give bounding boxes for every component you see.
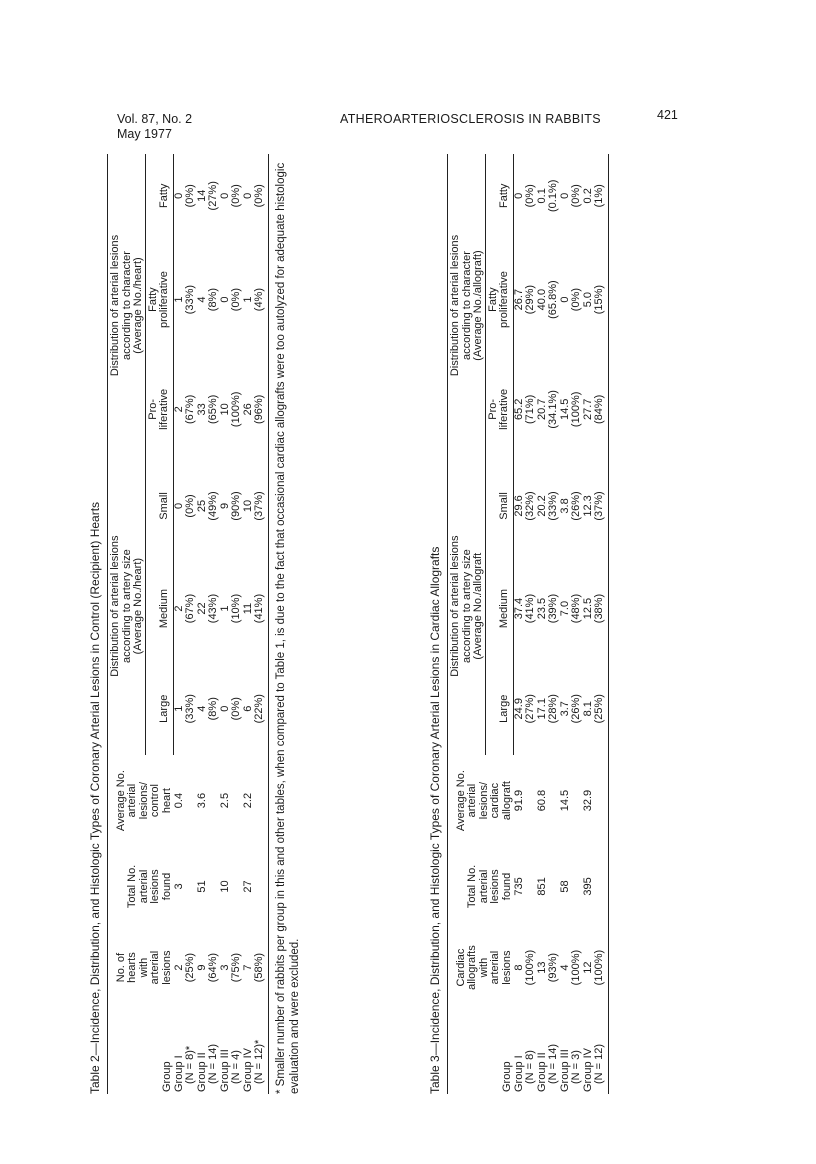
table-cell: Group III — [558, 1049, 571, 1092]
table-cell: Group II — [535, 1052, 548, 1092]
table-cell: (39%) — [547, 593, 559, 624]
table-cell: 2 — [172, 605, 185, 612]
table-2-caption: Table 2—Incidence, Distribution, and Histologic Types of Coronary Arterial Lesions in Control (Recipient) Hearts — [88, 501, 102, 1094]
table-cell: 851 — [535, 877, 548, 896]
table-cell: 3 — [218, 964, 231, 971]
table-cell: (N = 8) — [524, 1050, 536, 1084]
table-cell: 58 — [558, 880, 571, 893]
table-3-body — [513, 154, 608, 1094]
table-cell: 3 — [172, 883, 185, 890]
table-cell: 32.9 — [581, 789, 594, 812]
sub-header-fatty-proliferative: Fatty proliferative — [145, 238, 173, 362]
table-cell: (33%) — [184, 694, 196, 724]
table-cell: (4%) — [254, 238, 268, 362]
table-cell: (28%) — [547, 694, 559, 724]
table-cell: 10 — [241, 499, 254, 513]
table-cell: 24.9 — [512, 698, 525, 720]
table-cell: (N = 3) — [570, 1050, 582, 1084]
landscape-content — [88, 150, 708, 1102]
table-cell: (25%) — [184, 952, 196, 983]
table-cell: 13 — [535, 961, 548, 974]
table-cell: 0 — [558, 192, 571, 199]
table-cell: 0.2 — [581, 188, 594, 204]
table-2 — [107, 154, 269, 1094]
table-cell: 0 — [241, 192, 254, 199]
table-cell: (26%) — [570, 694, 582, 724]
span-header-character: Distribution of arterial lesions according to character (Average No./allograft) — [450, 154, 485, 457]
table-cell: 8.1 — [581, 701, 594, 717]
table-cell: 5.0 — [581, 291, 594, 308]
table-cell: (N = 14) — [207, 1043, 219, 1084]
table-cell — [254, 755, 268, 846]
table-cell: (65%) — [207, 394, 219, 425]
table-cell: 7 — [241, 964, 254, 971]
running-title: ATHEROARTERIOSCLEROSIS IN RABBITS — [340, 112, 601, 126]
table-cell: (37%) — [254, 457, 268, 555]
col-header-total-lesions: Total No. arterial lesions found — [126, 864, 173, 909]
table-cell: (N = 8)* — [184, 1045, 196, 1084]
table-cell: 91.9 — [512, 789, 525, 812]
rotated-page-content — [88, 150, 708, 1102]
table-cell: 3.8 — [558, 498, 571, 514]
table-cell: (41%) — [524, 593, 536, 624]
table-cell: 12 — [581, 961, 594, 974]
table-cell — [185, 846, 197, 927]
table-cell: 3.6 — [195, 792, 208, 809]
table-cell: (22%) — [254, 662, 268, 755]
table-cell: (N = 4) — [230, 1050, 242, 1084]
table-3-block — [428, 154, 609, 1094]
table-cell: 2.2 — [241, 792, 254, 809]
table-cell: 0 — [172, 502, 185, 510]
table-cell: (41%) — [254, 555, 268, 662]
table-cell: (64%) — [207, 952, 219, 983]
table-cell: 11 — [241, 602, 254, 615]
table-cell: 2.5 — [218, 792, 231, 809]
table-cell: Group I — [512, 1055, 525, 1092]
sub-header-fatty: Fatty — [145, 154, 173, 238]
table-cell: (26%) — [570, 491, 582, 521]
table-cell: 26.7 — [512, 288, 525, 311]
col-header-average-lesions: Average No. arterial lesions/ cardiac allograft — [454, 770, 513, 832]
sub-header-large: Large — [485, 662, 513, 755]
table-cell: (67%) — [184, 394, 196, 425]
table-cell: 395 — [581, 877, 594, 896]
table-cell: (37%) — [594, 457, 608, 555]
table-cell: Group II — [195, 1052, 208, 1092]
table-cell: 0 — [512, 192, 525, 199]
col-header-hearts-with-lesions: No. of hearts with arterial lesions — [114, 950, 173, 985]
table-cell: 3.7 — [558, 701, 571, 717]
table-cell: (49%) — [207, 491, 219, 521]
table-cell: 37.4 — [512, 597, 525, 620]
table-cell: (43%) — [207, 593, 219, 624]
table-cell: 60.8 — [535, 789, 548, 812]
table-cell: 20.7 — [535, 398, 548, 421]
table-cell: 29.6 — [512, 495, 525, 517]
sub-header-large: Large — [145, 662, 173, 755]
table-cell: (15%) — [594, 238, 608, 362]
table-cell: (100%) — [524, 949, 536, 986]
table-cell: (10%) — [230, 593, 242, 624]
table-cell — [525, 755, 537, 846]
span-header-artery-size: Distribution of arterial lesions according to artery size (Average No./heart) — [110, 457, 145, 755]
table-cell: (48%) — [570, 593, 582, 624]
table-cell: (0%) — [254, 154, 268, 238]
col-header-average-lesions: Average No. arterial lesions/ control heart — [114, 770, 173, 832]
table-2-footnote: * Smaller number of rabbits per group in this and other tables, when compared to Table 1, is due to the fact that occasional cardiac allografts were too autolyzed for adequate histologic evaluation and were excluded. — [274, 162, 301, 1094]
volume-number: Vol. 87, No. 2 — [117, 112, 193, 126]
table-row — [254, 154, 268, 1094]
table-2-body — [173, 154, 268, 1094]
table-cell — [548, 846, 560, 927]
table-cell: 17.1 — [535, 698, 548, 720]
table-cell: (8%) — [207, 697, 219, 721]
table-cell — [548, 755, 560, 846]
table-cell: (0%) — [570, 184, 582, 208]
table-cell: (71%) — [524, 394, 536, 425]
table-cell: (38%) — [594, 555, 608, 662]
table-cell: 1 — [172, 705, 185, 712]
table-cell — [254, 846, 268, 927]
table-cell — [208, 755, 220, 846]
table-cell: (0%) — [570, 287, 582, 312]
page-number: 421 — [657, 108, 678, 122]
table-cell: (67%) — [184, 593, 196, 624]
table-cell: 10 — [218, 880, 231, 893]
table-cell: (0.1%) — [547, 179, 559, 212]
table-cell: (75%) — [230, 952, 242, 983]
table-cell: Group I — [172, 1055, 185, 1092]
table-cell: (N = 12) — [594, 1008, 608, 1094]
table-row — [185, 154, 197, 1094]
table-cell: (1%) — [594, 154, 608, 238]
table-row — [231, 154, 243, 1094]
table-cell: (84%) — [594, 362, 608, 457]
table-cell: 0 — [218, 705, 231, 712]
table-cell: 1 — [172, 296, 185, 303]
table-row — [548, 154, 560, 1094]
table-cell: (93%) — [547, 952, 559, 983]
table-cell: 25 — [195, 499, 208, 513]
table-cell: 0 — [218, 192, 231, 199]
table-cell: 20.2 — [535, 495, 548, 517]
table-cell — [594, 755, 608, 846]
sub-header-fatty: Fatty — [485, 154, 513, 238]
table-cell: 0.1 — [535, 188, 548, 204]
sub-header-medium: Medium — [145, 555, 173, 662]
table-cell — [571, 846, 583, 927]
table-cell: 1 — [218, 605, 231, 612]
table-cell: (34.1%) — [547, 390, 559, 429]
table-cell: 9 — [195, 964, 208, 971]
sub-header-fatty-proliferative: Fatty proliferative — [485, 238, 513, 362]
sub-header-proliferative: Pro- liferative — [145, 362, 173, 457]
table-cell: 14.5 — [558, 789, 571, 812]
table-cell — [208, 846, 220, 927]
table-cell: 7.0 — [558, 600, 571, 617]
table-cell: (25%) — [594, 662, 608, 755]
table-cell: (0%) — [230, 287, 242, 312]
table-cell: 14.5 — [558, 398, 571, 421]
issue-date: May 1977 — [117, 127, 172, 141]
table-cell: 51 — [195, 880, 208, 893]
table-cell: 4 — [558, 964, 571, 971]
table-cell: 26 — [241, 403, 254, 416]
table-cell: (0%) — [184, 184, 196, 208]
sub-header-proliferative: Pro- liferative — [485, 362, 513, 457]
table-cell: 1 — [241, 296, 254, 303]
table-cell: Group IV — [241, 1047, 254, 1092]
table-cell: (90%) — [230, 491, 242, 521]
table-cell: (0%) — [230, 184, 242, 208]
table-cell: 27 — [241, 880, 254, 893]
table-cell: 0 — [172, 192, 185, 199]
span-header-artery-size: Distribution of arterial lesions according to artery size (Average No./allograft — [450, 457, 485, 755]
table-cell — [525, 846, 537, 927]
table-cell: 0 — [558, 296, 571, 303]
sub-header-medium: Medium — [485, 555, 513, 662]
table-cell: 8 — [512, 964, 525, 971]
table-cell: 12.5 — [581, 597, 594, 620]
table-cell: 12.3 — [581, 495, 594, 517]
table-cell: (0%) — [184, 494, 196, 518]
table-row — [571, 154, 583, 1094]
table-cell: (27%) — [524, 694, 536, 724]
sub-header-small: Small — [145, 457, 173, 555]
table-cell: 4 — [195, 296, 208, 303]
table-cell: (N = 14) — [547, 1043, 559, 1084]
page-header-left — [117, 112, 192, 142]
table-cell: (8%) — [207, 287, 219, 312]
table-cell: 65.2 — [512, 398, 525, 421]
table-cell: 0 — [218, 296, 231, 303]
table-cell — [231, 846, 243, 927]
table-cell: 0.4 — [172, 792, 185, 809]
table-cell: Group III — [218, 1049, 231, 1092]
table-cell: 33 — [195, 403, 208, 416]
table-cell: (27%) — [207, 181, 219, 211]
col-header-group: Group — [160, 1061, 173, 1092]
table-cell: (0%) — [230, 697, 242, 721]
table-cell: 10 — [218, 403, 231, 416]
table-cell: (33%) — [184, 284, 196, 315]
table-cell: (58%) — [254, 927, 268, 1008]
table-cell: 4 — [195, 705, 208, 712]
table-cell: 27.7 — [581, 398, 594, 421]
col-header-total-lesions: Total No. arterial lesions found — [466, 864, 513, 909]
table-cell — [185, 755, 197, 846]
table-row — [594, 154, 608, 1094]
table-cell: (96%) — [254, 362, 268, 457]
table-cell: 735 — [512, 877, 525, 896]
table-cell: (0%) — [524, 184, 536, 208]
table-cell: 9 — [218, 502, 231, 510]
table-row — [208, 154, 220, 1094]
sub-header-small: Small — [485, 457, 513, 555]
table-cell: (100%) — [594, 927, 608, 1008]
table-cell — [231, 755, 243, 846]
table-cell — [594, 846, 608, 927]
table-cell: 2 — [172, 964, 185, 971]
table-cell: (100%) — [570, 391, 582, 428]
table-cell: 6 — [241, 705, 254, 712]
table-cell: (33%) — [547, 491, 559, 521]
table-cell: 22 — [195, 602, 208, 615]
col-header-allografts-with-lesions: Cardiac allografts with arterial lesions — [454, 945, 513, 990]
col-header-group: Group — [500, 1061, 513, 1092]
table-cell: Group IV — [581, 1047, 594, 1092]
table-cell: (100%) — [570, 949, 582, 986]
table-cell: (32%) — [524, 491, 536, 521]
table-cell: (65.8%) — [547, 280, 559, 319]
table-cell: 2 — [172, 406, 185, 413]
table-cell: (N = 12)* — [254, 1008, 268, 1094]
table-cell — [571, 755, 583, 846]
table-cell: 40.0 — [535, 288, 548, 311]
table-cell: 14 — [195, 189, 208, 202]
table-3 — [447, 154, 609, 1094]
table-cell: (29%) — [524, 284, 536, 315]
span-header-character: Distribution of arterial lesions according to character (Average No./heart) — [110, 154, 145, 457]
table-3-caption: Table 3—Incidence, Distribution, and Histologic Types of Coronary Arterial Lesions in Cardiac Allografts — [428, 546, 442, 1094]
table-2-block — [88, 154, 302, 1094]
table-cell: (100%) — [230, 391, 242, 428]
table-row — [525, 154, 537, 1094]
table-cell: 23.5 — [535, 597, 548, 620]
